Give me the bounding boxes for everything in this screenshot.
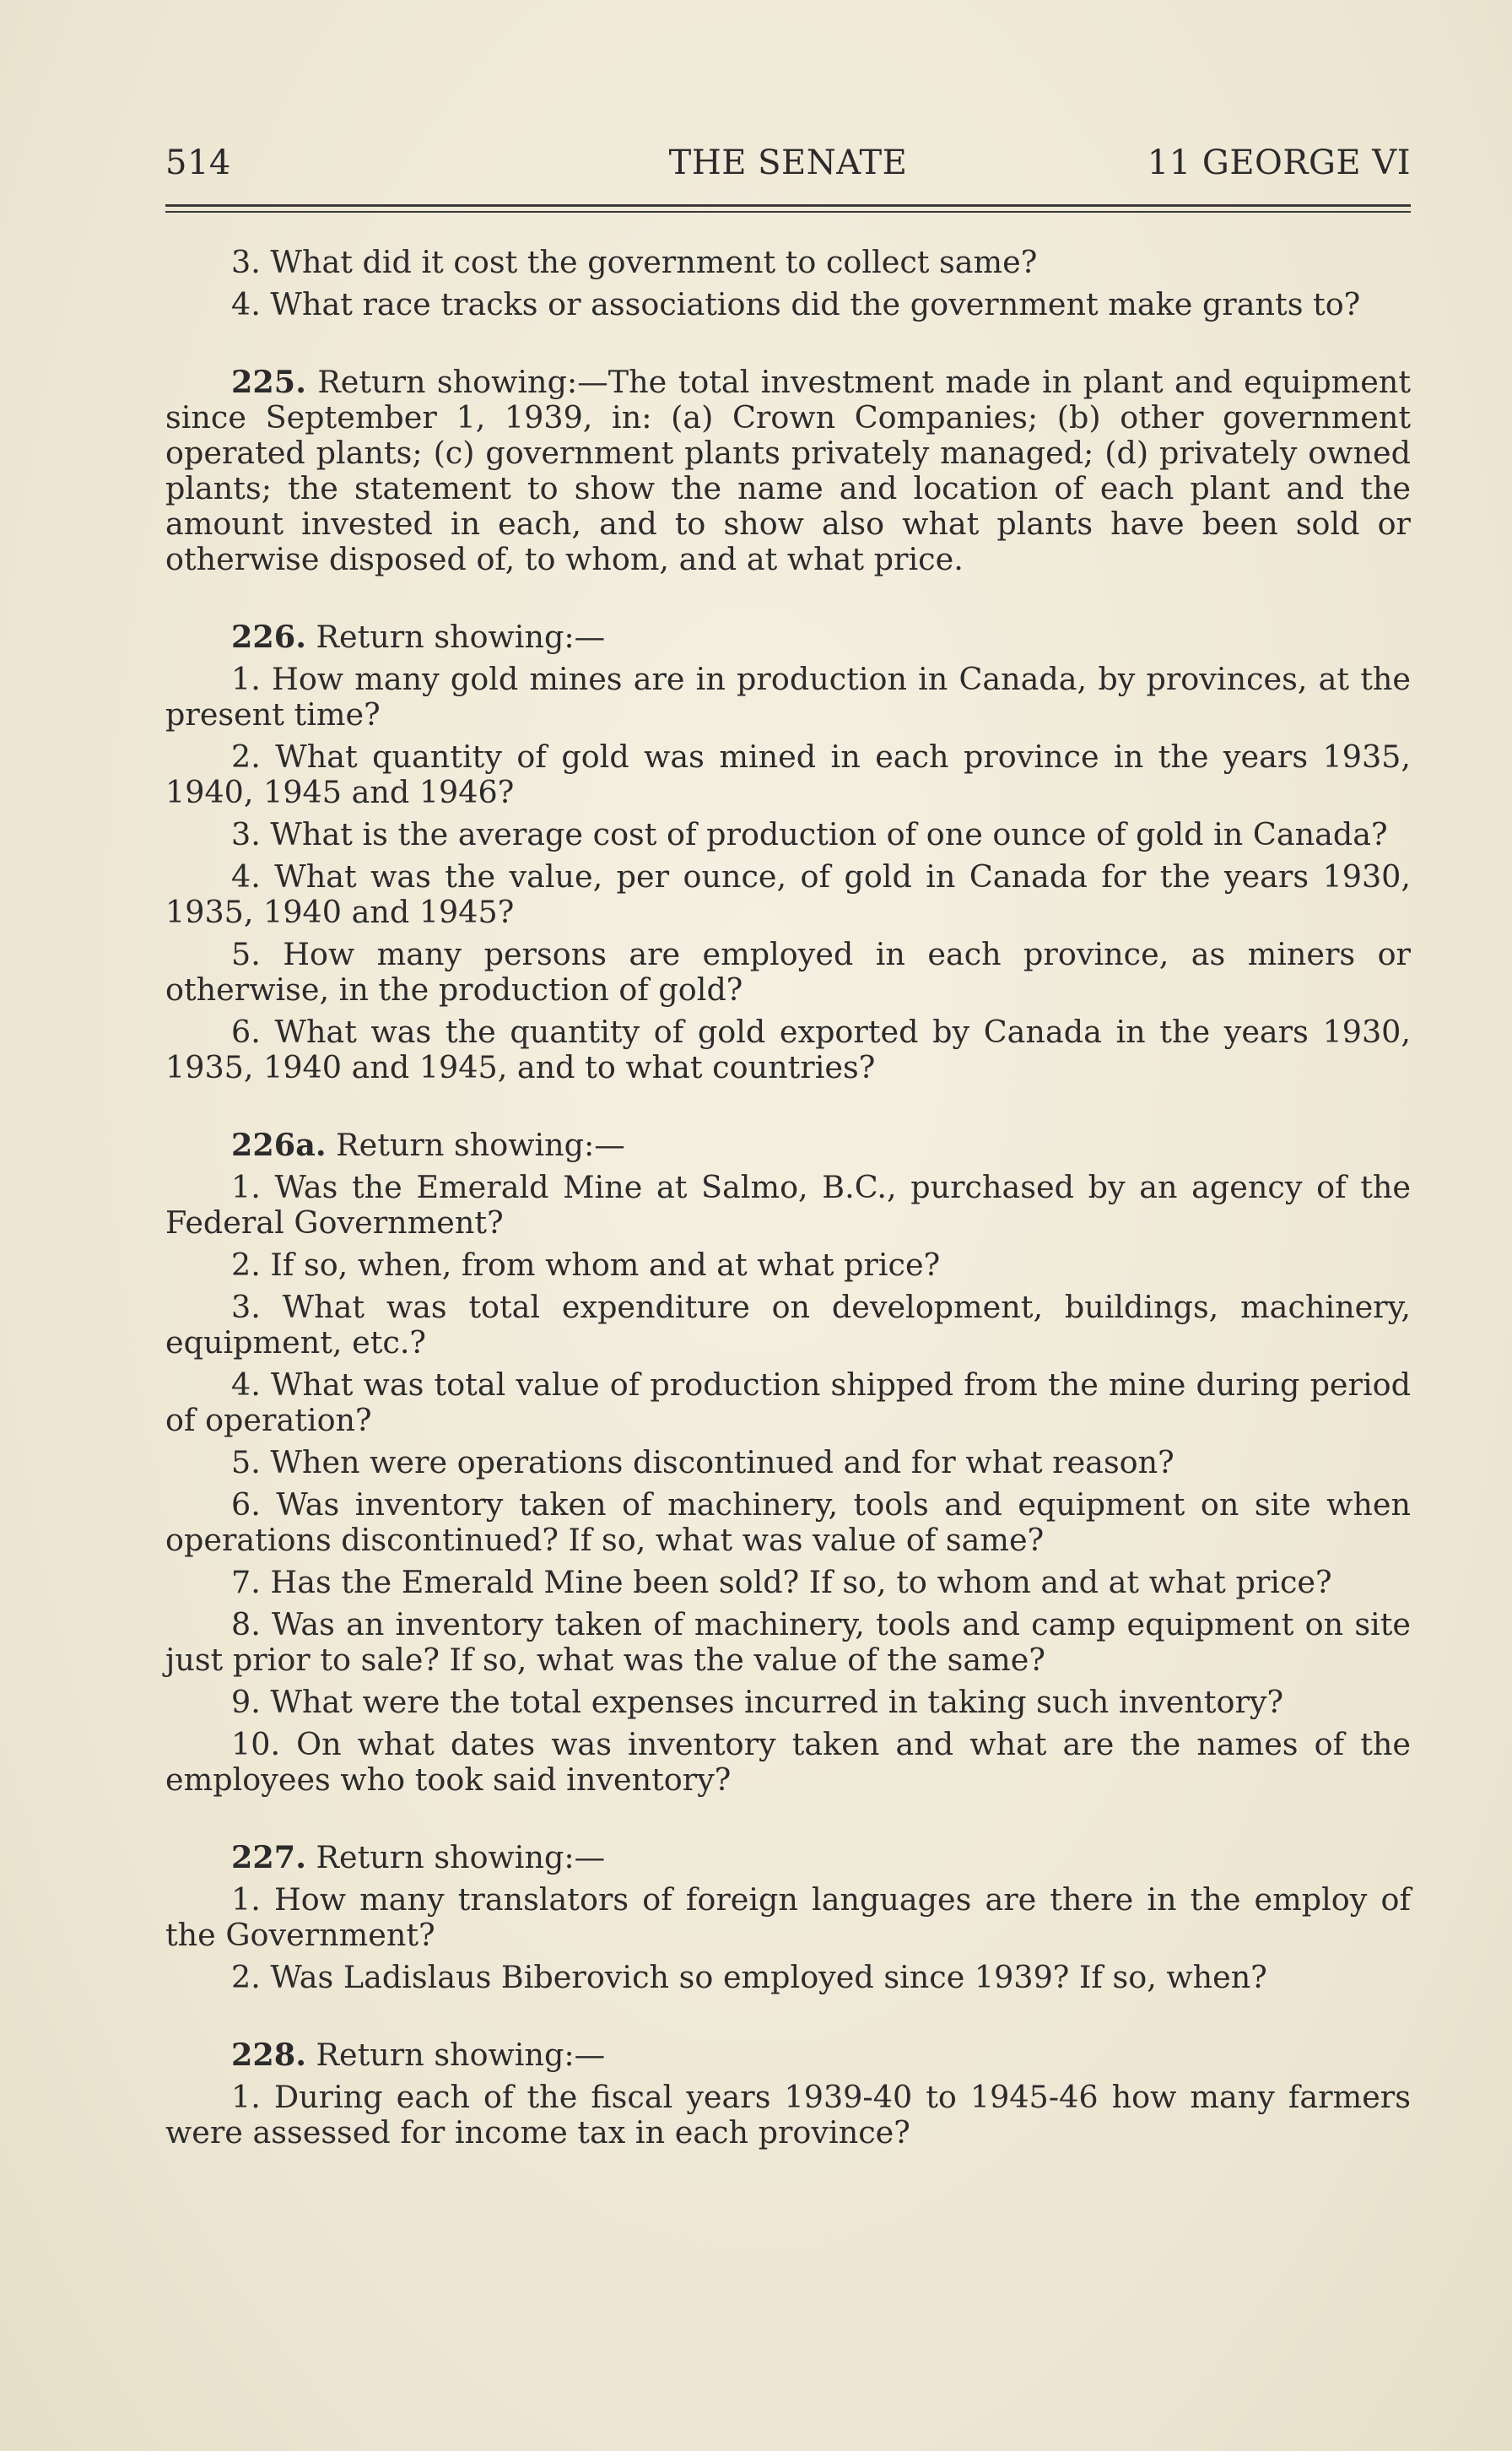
return-226 — [165, 620, 1411, 1085]
list-item: 3. What is the average cost of production of one ounce of gold in Canada? — [231, 816, 1388, 852]
return-heading-text: Return showing:— — [316, 619, 606, 655]
list-item: 4. What was total value of production shipped from the mine during period of operation? — [165, 1366, 1411, 1438]
return-text: Return showing:—The total investment made in plant and equipment since September 1, 1939, in: (a) Crown Companies; (b) other government operated plants; (c) government plants privately managed; (d) privately owned plants; the statement to show the name and location of each plant and the amount invested in each, and to show also what plants have been sold or otherwise disposed of, to whom, and at what price. — [165, 364, 1411, 577]
return-226a — [165, 1128, 1411, 1798]
return-heading — [165, 2037, 1411, 2073]
list-item: 1. How many gold mines are in production in Canada, by provinces, at the present time? — [165, 661, 1411, 733]
return-number: 227. — [231, 1839, 306, 1875]
reign-label: 11 GEORGE VI — [1147, 143, 1411, 182]
list-item: 1. Was the Emerald Mine at Salmo, B.C., purchased by an agency of the Federal Government? — [165, 1169, 1411, 1241]
header-rule-thin — [165, 211, 1411, 213]
header-rule — [165, 204, 1411, 207]
return-heading — [165, 1128, 1411, 1163]
intro-items — [165, 245, 1411, 322]
list-item: 4. What race tracks or associations did the government make grants to? — [231, 286, 1361, 322]
list-item: 9. What were the total expenses incurred in taking such inventory? — [231, 1684, 1284, 1720]
return-228 — [165, 2037, 1411, 2151]
list-item: 1. During each of the fiscal years 1939-40 to 1945-46 how many farmers were assessed for income tax in each province? — [165, 2079, 1411, 2151]
list-item: 2. Was Ladislaus Biberovich so employed since 1939? If so, when? — [231, 1959, 1267, 1995]
list-item: 3. What was total expenditure on development, buildings, machinery, equipment, etc.? — [165, 1289, 1411, 1361]
list-item: 7. Has the Emerald Mine been sold? If so, to whom and at what price? — [231, 1564, 1332, 1600]
return-number: 228. — [231, 2037, 306, 2073]
list-item: 6. Was inventory taken of machinery, tools and equipment on site when operations discontinued? If so, what was value of same? — [165, 1486, 1411, 1558]
return-number: 225. — [231, 364, 306, 400]
list-item: 4. What was the value, per ounce, of gold in Canada for the years 1930, 1935, 1940 and 1945? — [165, 858, 1411, 930]
return-heading-text: Return showing:— — [336, 1127, 625, 1163]
list-item: 8. Was an inventory taken of machinery, tools and camp equipment on site just prior to sale? If so, what was the value of the same? — [165, 1606, 1411, 1678]
return-225-paragraph — [165, 365, 1411, 577]
list-item: 5. How many persons are employed in each province, as miners or otherwise, in the production of gold? — [165, 936, 1411, 1008]
list-item: 3. What did it cost the government to collect same? — [231, 244, 1038, 280]
return-heading-text: Return showing:— — [316, 1839, 606, 1875]
return-227 — [165, 1840, 1411, 1995]
page-number: 514 — [165, 143, 231, 182]
page-header — [165, 137, 1411, 187]
return-number: 226. — [231, 619, 306, 655]
list-item: 2. What quantity of gold was mined in each province in the years 1935, 1940, 1945 and 1946? — [165, 739, 1411, 810]
list-item: 6. What was the quantity of gold exported by Canada in the years 1930, 1935, 1940 and 1945, and to what countries? — [165, 1014, 1411, 1085]
list-item: 10. On what dates was inventory taken and what are the names of the employees who took said inventory? — [165, 1726, 1411, 1798]
list-item: 1. How many translators of foreign languages are there in the employ of the Government? — [165, 1881, 1411, 1953]
return-heading — [165, 620, 1411, 655]
return-225 — [165, 365, 1411, 577]
list-item: 5. When were operations discontinued and for what reason? — [231, 1444, 1174, 1480]
running-title: THE SENATE — [668, 143, 908, 182]
page-body — [165, 245, 1411, 2151]
list-item: 2. If so, when, from whom and at what price? — [231, 1247, 941, 1283]
return-heading-text: Return showing:— — [316, 2037, 606, 2073]
return-number: 226a. — [231, 1127, 327, 1163]
return-heading — [165, 1840, 1411, 1875]
